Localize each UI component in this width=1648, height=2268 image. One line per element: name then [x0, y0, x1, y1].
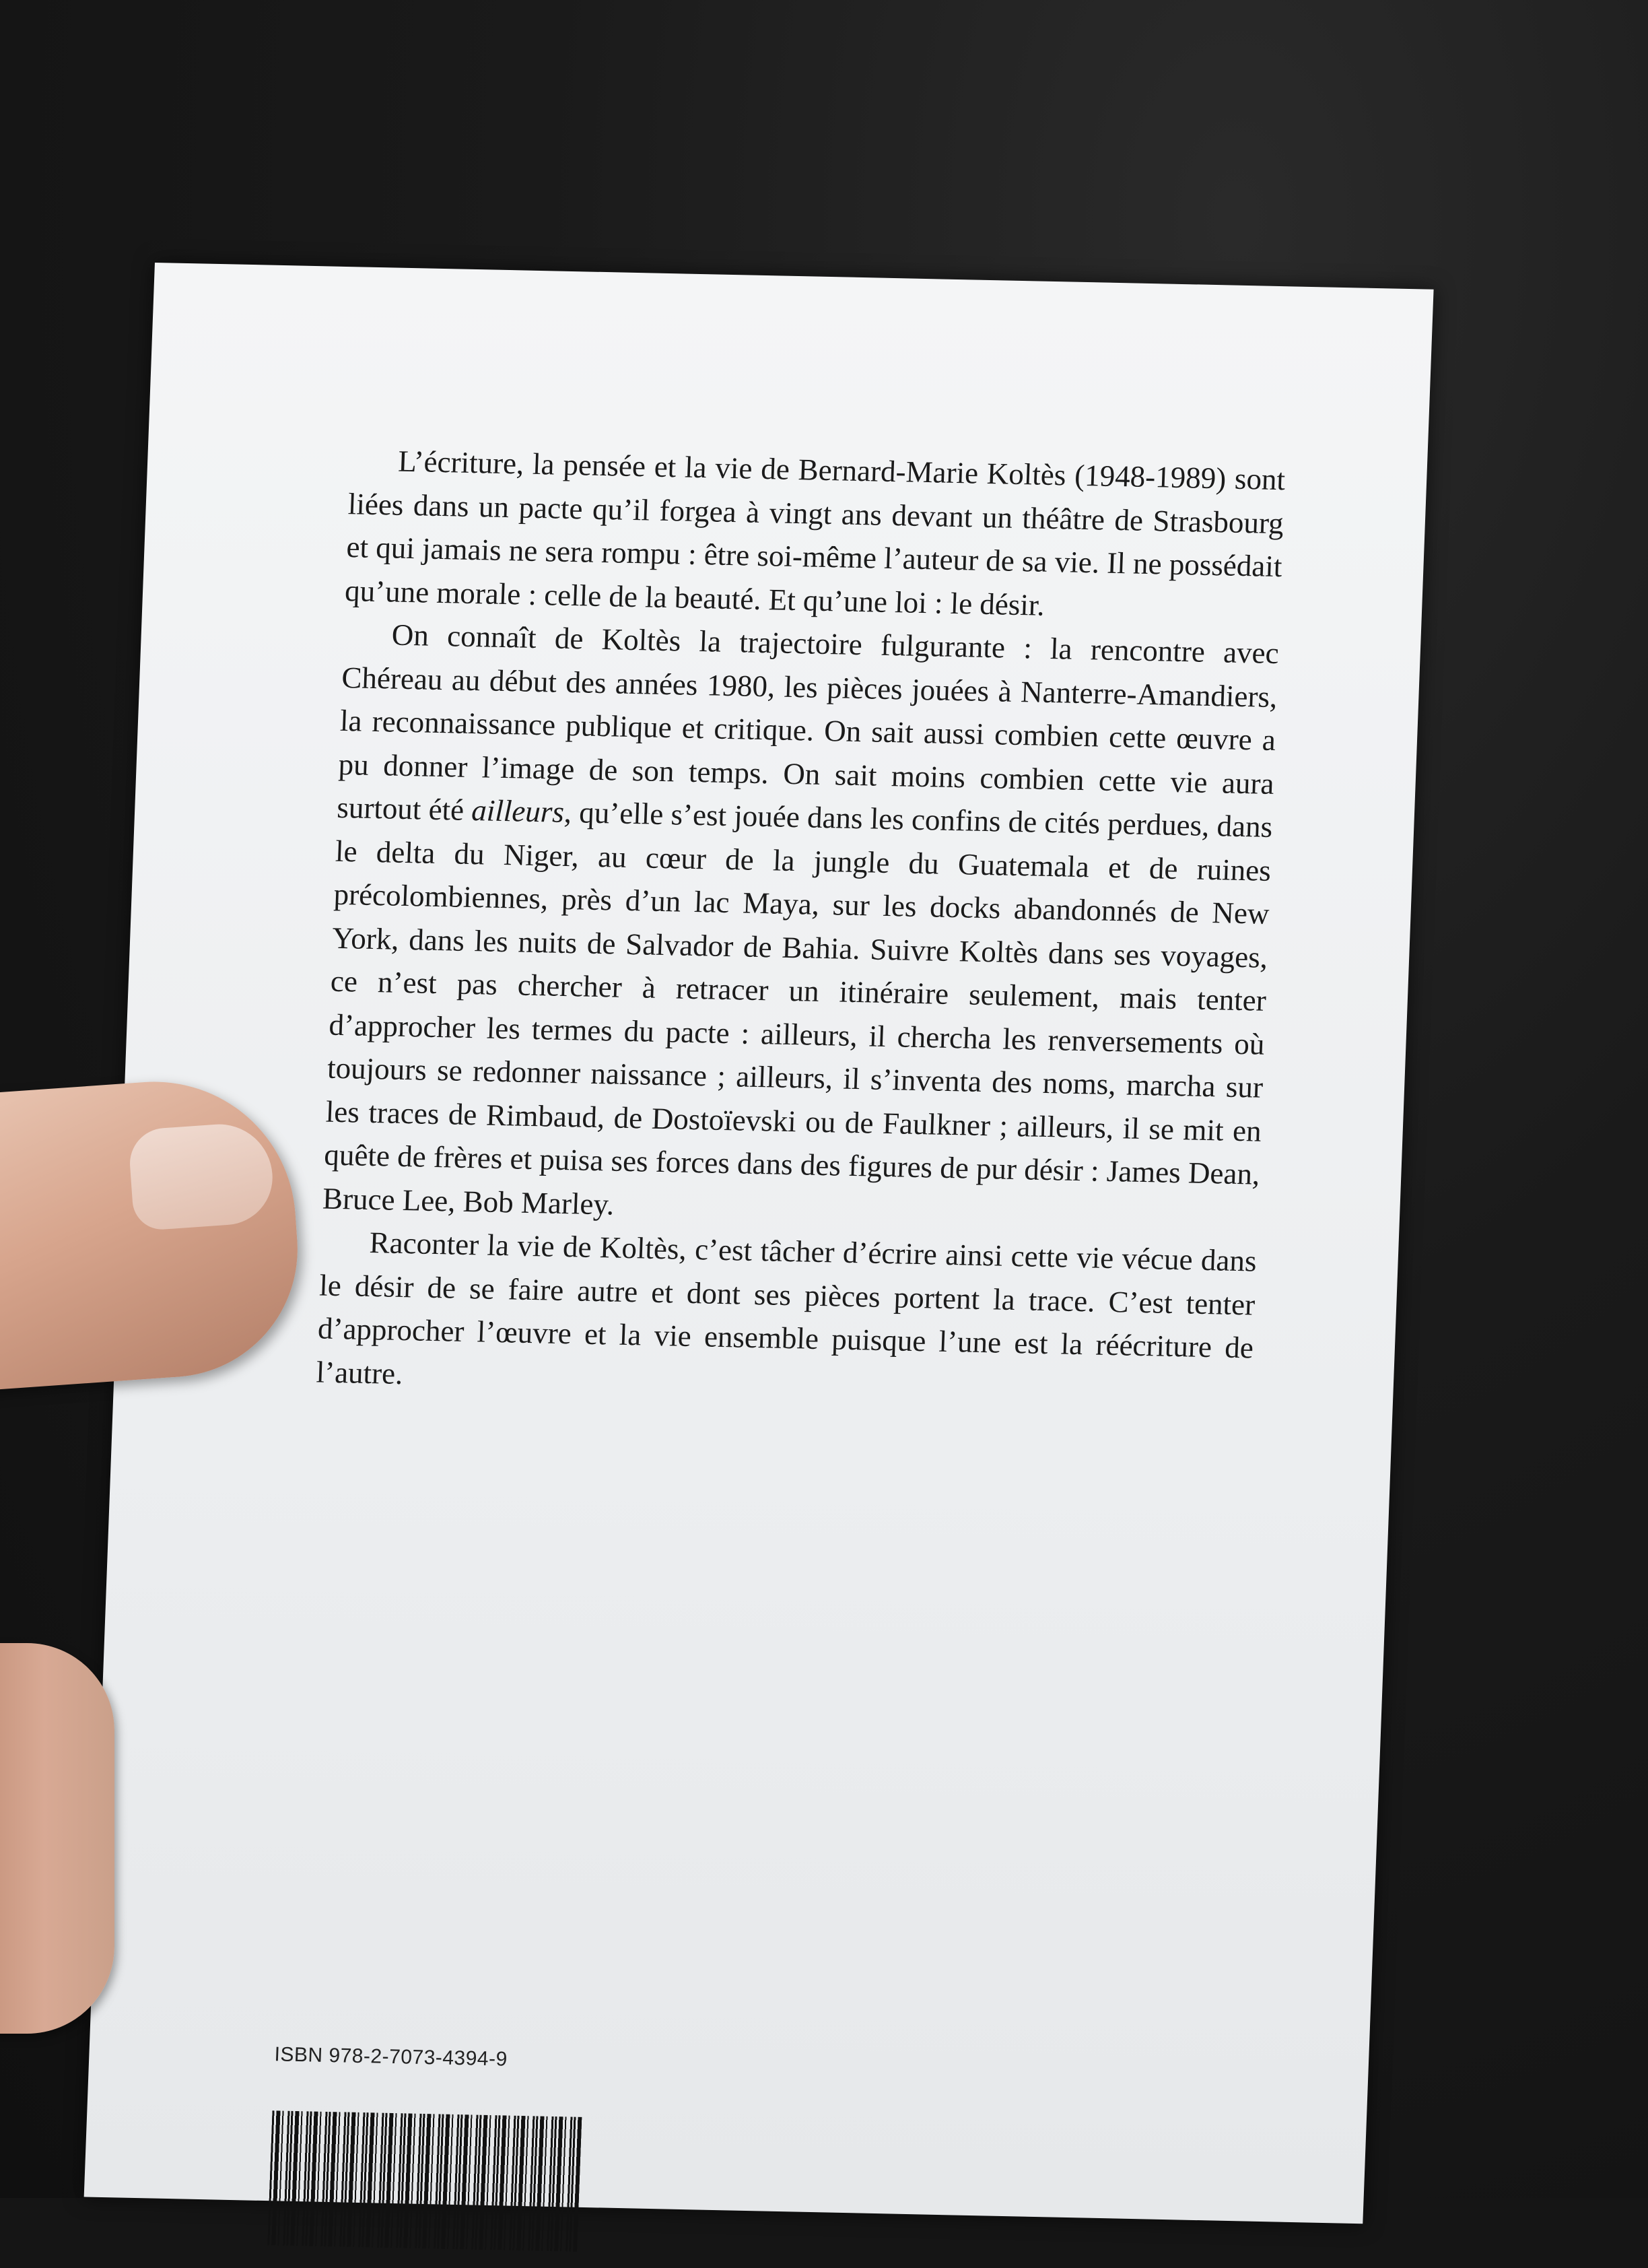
barcode — [267, 2110, 582, 2252]
thumbnail-nail — [127, 1121, 275, 1231]
finger — [0, 1643, 114, 2034]
blurb-paragraph-2: On connaît de Koltès la trajectoire fulgurante : la rencontre avec Chéreau au début des années 1980, les pièces jouées à Nanterre-Amandiers, la reconnaissance publique et critique. On sait aussi combien cette œuvre a pu donner l’image de son temps. On sait moins combien cette vie aura surtout été ailleurs, qu’elle s’est jouée dans les confins de cités perdues, dans le delta du Niger, au cœur de la jungle du Guatemala et de ruines précolombiennes, près d’un lac Maya, sur les docks abandonnés de New York, dans les nuits de Salvador de Bahia. Suivre Koltès dans ses voyages, ce n’est pas chercher à retracer un itinéraire seulement, mais tenter d’approcher les termes du pacte : ailleurs, il chercha les renversements où toujours se redonner naissance ; ailleurs, il s’inventa des noms, marcha sur les traces de Rimbaud, de Dostoïevski ou de Faulkner ; ailleurs, il se mit en quête de frères et puisa ses forces dans des figures de pur désir : James Dean, Bruce Lee, Bob Marley. — [322, 618, 1280, 1222]
back-cover-blurb — [316, 438, 1286, 1413]
isbn-number: ISBN 978-2-7073-4394-9 — [273, 2043, 508, 2071]
blurb-paragraph-3: Raconter la vie de Koltès, c’est tâcher d’écrire ainsi cette vie vécue dans le désir de se faire autre et dont ses pièces portent la trace. C’est tenter d’approcher l’œuvre et la vie ensemble puisque l’une est la réécriture de l’autre. — [315, 1226, 1258, 1391]
blurb-paragraph-1: L’écriture, la pensée et la vie de Bernard-Marie Koltès (1948-1989) sont liées dans un pacte qu’il forgea à vingt ans devant un théâtre de Strasbourg et qui jamais ne sera rompu : être soi-même l’auteur de sa vie. Il ne possédait qu’une morale : celle de la beauté. Et qu’une loi : le désir. — [344, 444, 1286, 622]
